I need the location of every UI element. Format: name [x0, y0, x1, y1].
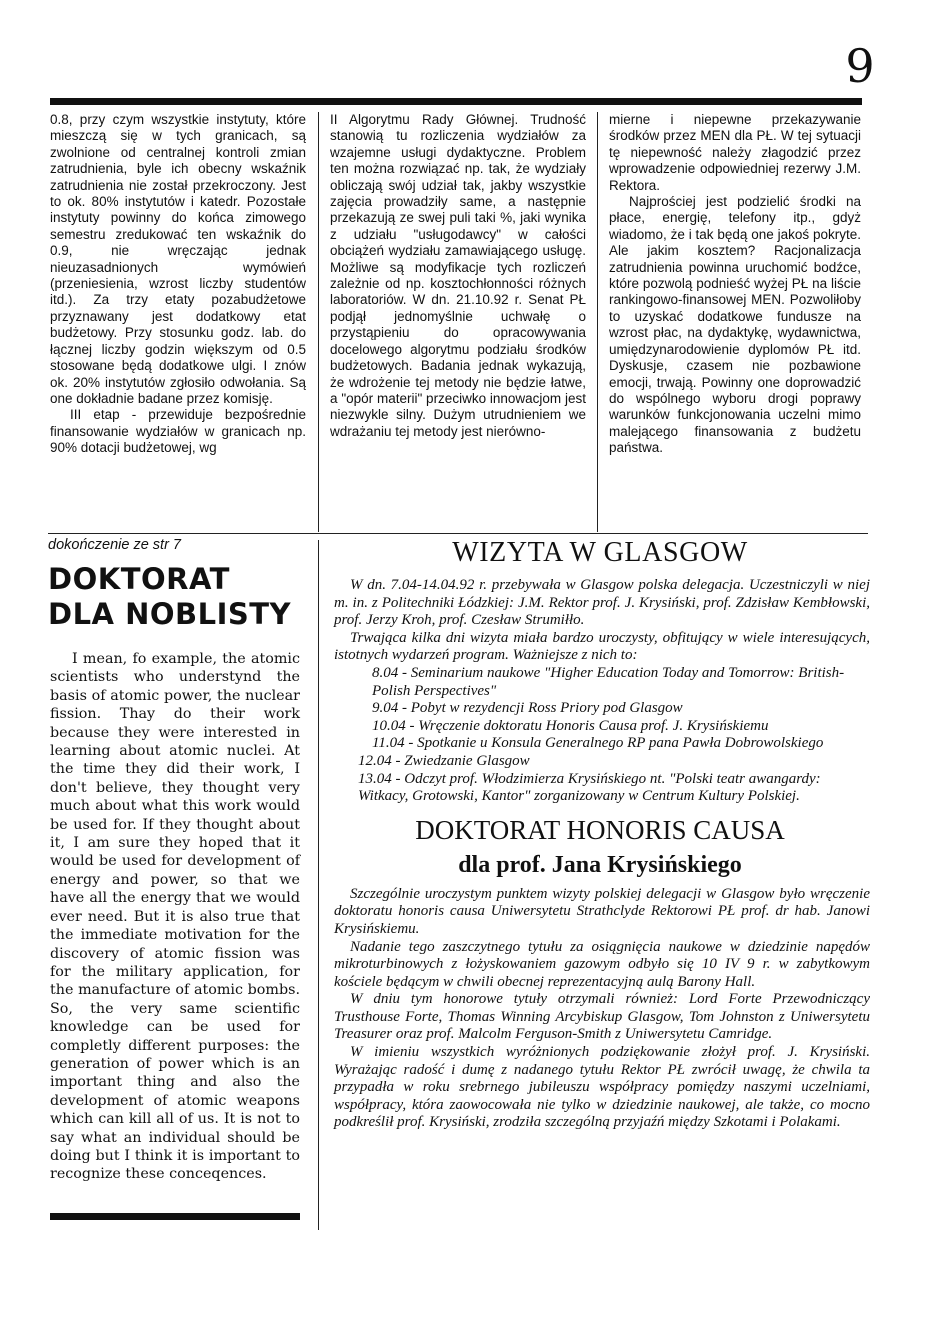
- schedule-item: 13.04 - Odczyt prof. Włodzimierza Krysińskiego nt. "Polski teatr awangardy: Witkacy, Grotowski, Kantor" zorganizowany w Centrum Kultury Polskiej.: [358, 770, 821, 805]
- paragraph: I mean, fo example, the atomic scientists who understynd the basis of atomic power, the nuclear fission. Thay do their work because they were interested in learning about atomic nuclei. At the time they did their work, I don't believe, they thought very much about what this work would be used for. If they thought about it, I am sure they hoped that it would be used for development of energy and power, so that we have all the energy that we would ever need. But it is also true that the immediate motivation for the discovery of atomic fission was for the military application, for the manufacture of atomic bombs. So, the very same scientific knowledge can be used for completly different purposes: the generation of power which is an important thing and also the development of atomic weapons which can kill all of us. It is not to say what an individual should be doing but I think it is important to recognize these conceqences.: [50, 651, 300, 1183]
- schedule-item: 10.04 - Wręczenie doktoratu Honoris Causa prof. J. Krysińskiemu: [372, 717, 769, 734]
- schedule-item: 8.04 - Seminarium naukowe "Higher Education Today and Tomorrow: British-Polish Perspectives": [372, 664, 845, 699]
- top-article-column-3: [609, 112, 861, 457]
- schedule-item: 12.04 - Zwiedzanie Glasgow: [358, 752, 530, 769]
- schedule-item: 11.04 - Spotkanie u Konsula Generalnego RP pana Pawła Dobrowolskiego: [372, 735, 824, 752]
- continuation-note: dokończenie ze str 7: [48, 537, 181, 553]
- glasgow-headline: WIZYTA W GLASGOW: [452, 537, 748, 568]
- paragraph: W dn. 7.04-14.04.92 r. przebywała w Glasgow polska delegacja. Uczestniczyli w niej m. in. z Politechniki Łódzkiej: J.M. Rektor prof. J. Krysiński, prof. Zdzisław Kembłowski, prof. Jerzy Kroh, prof. Czesław Strumiłło.: [334, 577, 870, 629]
- top-article-column-1: [50, 112, 306, 457]
- schedule-item: 9.04 - Pobyt w rezydencji Ross Priory pod Glasgow: [372, 700, 683, 717]
- page-number: 9: [845, 39, 875, 93]
- paragraph: mierne i niepewne przekazywanie środków przez MEN dla PŁ. W tej sytuacji tę niepewność należy złagodzić przez wprowadzenie odpowiedniej rezerwy J.M. Rektora.: [609, 112, 861, 193]
- headline-line: DOKTORAT: [48, 562, 230, 596]
- column-divider: [318, 112, 319, 532]
- paragraph: 0.8, przy czym wszystkie instytuty, które mieszczą się w tych granicach, są zwolnione od centralnej kontroli zmian zatrudnienia, byle ich obecny wskaźnik zatrudnienia nie został przekroczony. Jest to ok. 80% instytutów i katedr. Pozostałe instytuty powinny do końca zimowego semestru zredukować ten wskaźnik do 0.9, nie wręczając jednak nieuzasadnionych wymówień (przeniesienia, wzrost liczby studentów itd.). Za trzy etaty pozabudżetowe przyznawany jest dodatkowy etat budżetowy. Przy stosunku godz. lab. do łącznej liczby godzin większym od 0.5 stosowane będą dodatkowe ulgi. I znów ok. 20% instytutów zgłosiło odwołania. Są one dokładnie badane przez komisję.: [50, 112, 306, 406]
- left-article-body: [50, 650, 300, 1184]
- section-divider: [48, 533, 868, 534]
- paragraph: Trwająca kilka dni wizyta miała bardzo uroczysty, obfitujący w wiele interesujących, istotnych wydarzeń program. Ważniejsze z nich to:: [334, 629, 870, 664]
- honoris-subheadline: dla prof. Jana Krysińskiego: [458, 851, 742, 878]
- paragraph: II Algorytmu Rady Głównej. Trudność stanowią tu rozliczenia wydziałów za wzajemne usługi dydaktyczne. Problem ten można rozwiązać np. tak, że wydziały obliczają swój udział tak, jakby wszystkie zajęcia prowadziły same, a następnie przekazują ze swej puli taki %, jaki wynika z udziału "usługodawcy" w całości obciążeń wydziału zamawiającego usługę. Możliwe są modyfikacje tych rozliczeń zależnie od np. kosztochłonności różnych laboratoriów. W dn. 21.10.92 r. Senat PŁ podjął jednomyślnie uchwałę o przystąpieniu do opracowywania docelowego algorytmu podziału środków budżetowych. Badania jednak wykazują, że wdrożenie tej metody nie będzie łatwe, a "opór materii" przeciwko innowacjom jest niezwykle silny. Dużym utrudnieniem we wdrażaniu tej metody jest nierówno-: [330, 112, 586, 439]
- paragraph: Szczególnie uroczystym punktem wizyty polskiej delegacji w Glasgow było wręczenie doktoratu honoris causa Uniwersytetu Strathclyde Rektorowi PŁ prof. dr hab. Janowi Krysińskiemu.: [334, 885, 870, 937]
- headline-line: DLA NOBLISTY: [48, 597, 292, 631]
- right-articles: [330, 537, 870, 1132]
- honoris-headline: DOKTORAT HONORIS CAUSA: [415, 814, 785, 845]
- column-divider: [318, 540, 319, 1230]
- paragraph: Najprościej jest podzielić środki na płace, energię, telefony itp., gdyż wiadomo, że i tak będą one jakoś pokryte. Ale jakim kosztem? Racjonalizacja zatrudnienia powinna uruchomić bodźce, które pozwolą podnieść wyżej PŁ na liście rankingowo-finansowej MEN. Pozwoliłoby to uzyskać dodatkowe fundusze na wzrost płac, na dydaktykę, wydawnictwa, umiędzynarodowienie dyplomów PŁ itd. Dyskusje, czasem nie pozbawione emocji, trwają. Powinny one doprowadzić do wspólnego wyboru drogi poprawy warunków funkcjonowania uczelni mimo malejącego finansowania z budżetu państwa.: [609, 194, 861, 456]
- paragraph: Nadanie tego zaszczytnego tytułu za osiągnięcia naukowe w dziedzinie napędów mikroturbinowych z łożyskowaniem gazowym odbyło się 10 IV 9 r. w zabytkowym kościele będącym w chwili obecnej reprezentacyjną aulą Barony Hall.: [334, 938, 870, 990]
- paragraph: III etap - przewiduje bezpośrednie finansowanie wydziałów w granicach np. 90% dotacji budżetowej, wg: [50, 407, 306, 456]
- top-article-column-2: [330, 112, 586, 440]
- column-divider: [597, 112, 598, 532]
- visit-schedule: [330, 665, 870, 806]
- left-article-headline: [48, 562, 318, 632]
- paragraph: W imieniu wszystkich wyróżnionych podziękowanie złożył prof. J. Krysiński. Wyrażając radość i dumę z nadanego tytułu Rektor PŁ zwrócił uwagę, że chwila ta przypadła w roku srebrnego jubileuszu współpracy pomiędzy naszymi uczelniami, współpracy, która zaowocowała nie tylko w dziedzinie naukowej, ale także, co mocno podkreślił prof. Krysiński, zrodziła szczególną przyjaźń między Szkotami i Polakami.: [334, 1044, 870, 1131]
- paragraph: W dniu tym honorowe tytuły otrzymali również: Lord Forte Przewodniczący Trusthouse Forte, Thomas Winning Arcybiskup Glasgow, Tom Johnston z Uniwersytetu Treasurer oraz prof. Malcolm Ferguson-Smith z Uniwersytetu Camridge.: [334, 991, 870, 1043]
- top-rule: [50, 98, 862, 105]
- bottom-rule: [50, 1213, 300, 1220]
